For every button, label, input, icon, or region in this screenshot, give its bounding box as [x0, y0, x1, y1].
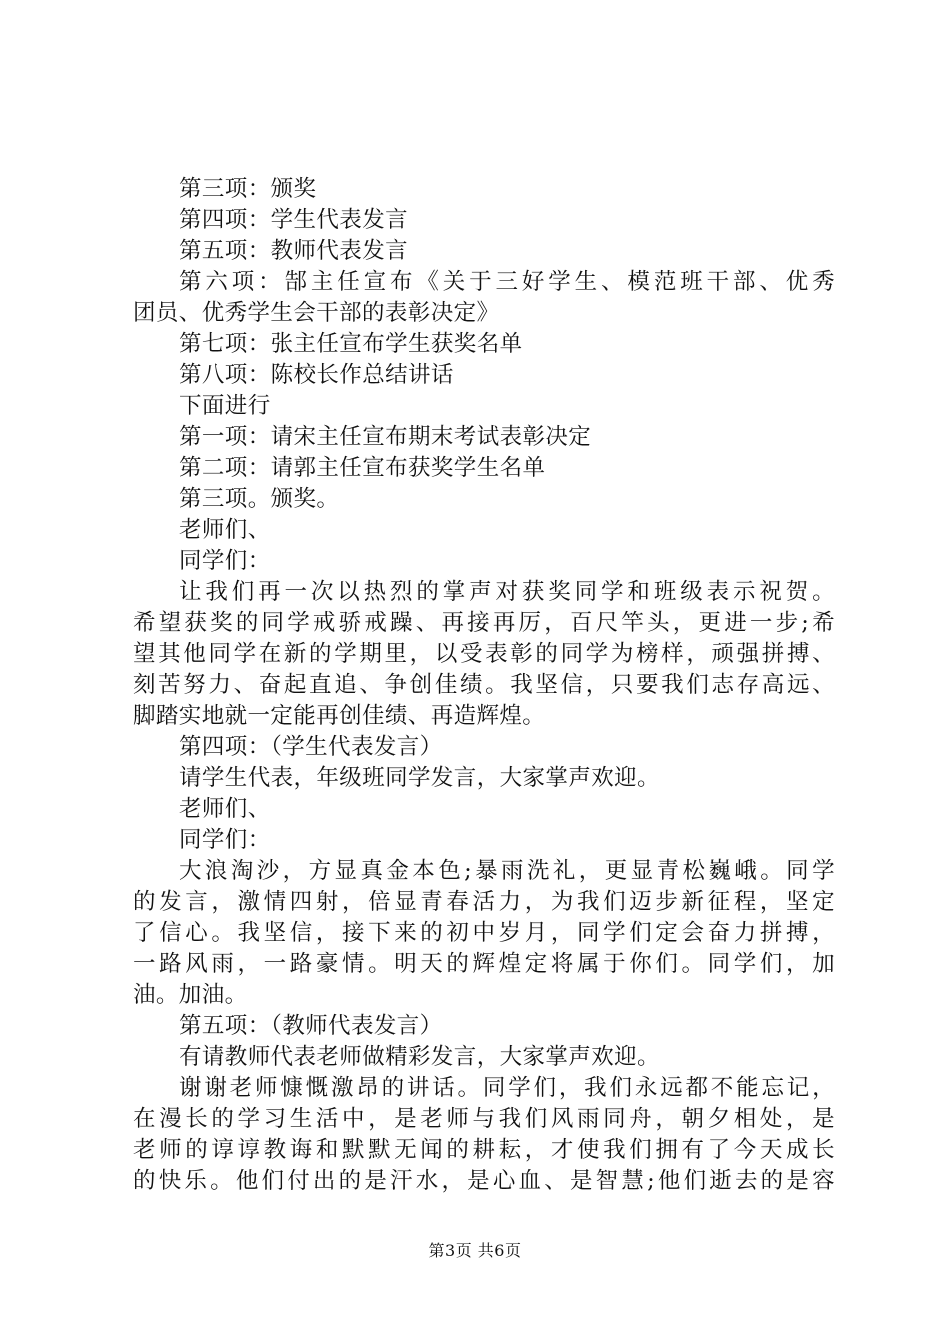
text-line: 老师们、	[179, 517, 271, 543]
text-line: 油。加油。	[133, 982, 248, 1008]
text-line: 第七项：张主任宣布学生获奖名单	[179, 331, 523, 357]
text-line: 老师的谆谆教诲和默默无闻的耕耘，才使我们拥有了今天成长	[133, 1137, 835, 1163]
text-line: 下面进行	[179, 393, 271, 419]
text-line: 同学们：	[179, 548, 271, 574]
text-line: 有请教师代表老师做精彩发言，大家掌声欢迎。	[179, 1044, 660, 1070]
text-line: 脚踏实地就一定能再创佳绩、再造辉煌。	[133, 703, 546, 729]
text-line: 同学们：	[179, 827, 271, 853]
text-line: 的发言，激情四射，倍显青春活力，为我们迈步新征程，坚定	[133, 889, 835, 915]
text-line: 请学生代表，年级班同学发言，大家掌声欢迎。	[179, 765, 660, 791]
text-line: 谢谢老师慷慨激昂的讲话。同学们，我们永远都不能忘记，	[179, 1075, 835, 1101]
text-line: 大浪淘沙，方显真金本色;暴雨洗礼，更显青松巍峨。同学	[179, 858, 835, 884]
text-line: 刻苦努力、奋起直追、争创佳绩。我坚信，只要我们志存高远、	[133, 672, 835, 698]
text-line: 团员、优秀学生会干部的表彰决定》	[133, 300, 500, 326]
text-line: 让我们再一次以热烈的掌声对获奖同学和班级表示祝贺。	[179, 579, 835, 605]
document-body	[133, 174, 835, 1197]
text-line: 在漫长的学习生活中，是老师与我们风雨同舟，朝夕相处，是	[133, 1106, 835, 1132]
text-line: 第三项。颁奖。	[179, 486, 340, 512]
page-footer: 第3页 共6页	[428, 1241, 522, 1260]
text-line: 第五项：教师代表发言	[179, 238, 409, 264]
text-line: 一路风雨，一路豪情。明天的辉煌定将属于你们。同学们，加	[133, 951, 835, 977]
text-line: 第六项：郜主任宣布《关于三好学生、模范班干部、优秀	[179, 269, 835, 295]
text-line: 望其他同学在新的学期里，以受表彰的同学为榜样，顽强拼搏、	[133, 641, 835, 667]
text-line: 第四项：（学生代表发言）	[179, 734, 443, 760]
text-line: 希望获奖的同学戒骄戒躁、再接再厉，百尺竿头，更进一步;希	[133, 610, 835, 636]
text-line: 第三项：颁奖	[179, 176, 317, 202]
text-line: 了信心。我坚信，接下来的初中岁月，同学们定会奋力拼搏，	[133, 920, 835, 946]
text-line: 第四项：学生代表发言	[179, 207, 409, 233]
text-line: 第二项：请郭主任宣布获奖学生名单	[179, 455, 546, 481]
text-line: 第五项：（教师代表发言）	[179, 1013, 443, 1039]
text-line: 老师们、	[179, 796, 271, 822]
text-line: 第一项：请宋主任宣布期末考试表彰决定	[179, 424, 592, 450]
text-line: 的快乐。他们付出的是汗水，是心血、是智慧;他们逝去的是容	[133, 1168, 835, 1194]
text-line: 第八项：陈校长作总结讲话	[179, 362, 454, 388]
